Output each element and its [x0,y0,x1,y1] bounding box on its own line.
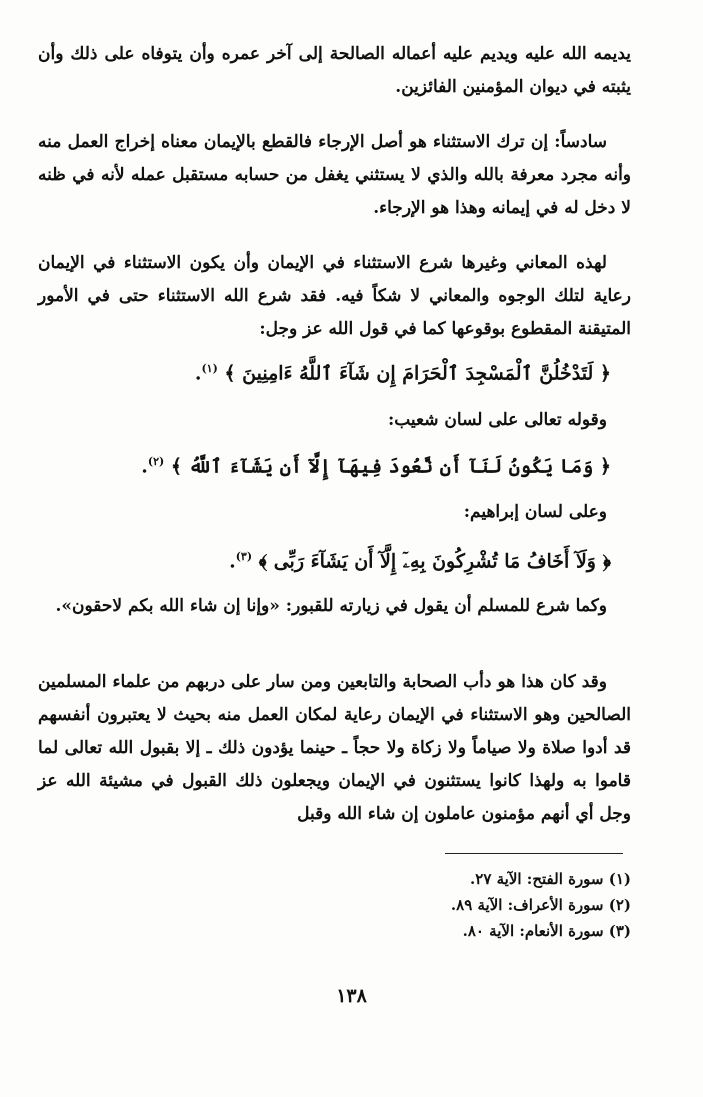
page-number: ١٣٨ [336,985,367,1007]
paragraph-shuayb-intro: وقوله تعالى على لسان شعيب: [387,410,607,430]
quran-verse-1 [38,352,611,390]
verse-2-text: ﴿ وَمَا يَكُونُ لَنَآ أَن نَّعُودَ فِيهَآ إِلَّآ أَن يَشَآءَ ٱللَّهُ ﴾ [170,455,611,478]
paragraph-companions-practice: وقد كان هذا هو دأب الصحابة والتابعين ومن سار على دربهم من علماء المسلمين الصالحين وهو الاستثناء في الإيمان رعاية لمكان العمل منه بحيث لا يعتبرون أنفسهم قد أدوا صلاة ولا صياماً ولا زكاة ولا حجاً ـ حينما يؤدون ذلك ـ إلا بقبول الله تعالى لما قاموا به ولهذا كانوا يستثنون في الإيمان ويجعلون ذلك القبول في مشيئة الله عز وجل أي أنهم مؤمنون عاملون إن شاء الله وقبل [38,672,631,824]
footnote-ref-1: (١) [201,362,218,375]
paragraph-ibrahim-intro: وعلى لسان إبراهيم: [463,502,607,522]
verse-1-end: . [194,362,202,385]
paragraph-sixth-point: سادساً: إن ترك الاستثناء هو أصل الإرجاء فالقطع بالإيمان معناه إخراج العمل منه وأنه مجرد معرفة بالله والذي لا يستثني يغفل من حسابه مستقبل عمله لأنه في ظنه لا دخل له في إيمانه وهذا هو الإرجاء. [38,132,631,218]
quran-verse-3 [38,540,611,578]
verse-3-end: . [229,550,236,573]
footnote-ref-3: (٣) [235,550,253,563]
footnote-1: (١) سورة الفتح: الآية ٢٧. [470,870,631,888]
footnote-ref-2: (٢) [147,455,165,468]
footnote-3: (٣) سورة الأنعام: الآية ٨٠. [462,922,631,940]
footnote-2: (٢) سورة الأعراف: الآية ٨٩. [450,896,631,914]
footnote-separator [445,853,623,854]
quran-verse-2 [38,445,611,483]
verse-2-end: . [141,455,148,478]
paragraph-continuation: يديمه الله عليه ويديم عليه أعماله الصالحة إلى آخر عمره وأن يتوفاه على ذلك وأن يثبته في ديوان المؤمنين الفائزين. [38,44,631,97]
footnotes-list [451,866,631,944]
paragraph-grave-visit: وكما شرع للمسلم أن يقول في زيارته للقبور: «وإنا إن شاء الله بكم لاحقون». [55,596,607,616]
verse-3-text: ﴿ وَلَآ أَخَافُ مَا تُشْرِكُونَ بِهِۦٓ إِلَّآ أَن يَشَآءَ رَبِّى ﴾ [258,550,611,573]
verse-1-text: ﴿ لَتَدْخُلُنَّ ٱلْمَسْجِدَ ٱلْحَرَامَ إِن شَآءَ ٱللَّهُ ءَامِنِينَ ﴾ [224,362,611,385]
paragraph-istithna-meanings: لهذه المعاني وغيرها شرع الاستثناء في الإيمان وأن يكون الاستثناء في الإيمان رعاية لتلك الوجوه والمعاني لا شكاً فيه. فقد شرع الله الاستثناء حتى في الأمور المتيقنة المقطوع بوقوعها كما في قول الله عز وجل: [38,253,631,339]
